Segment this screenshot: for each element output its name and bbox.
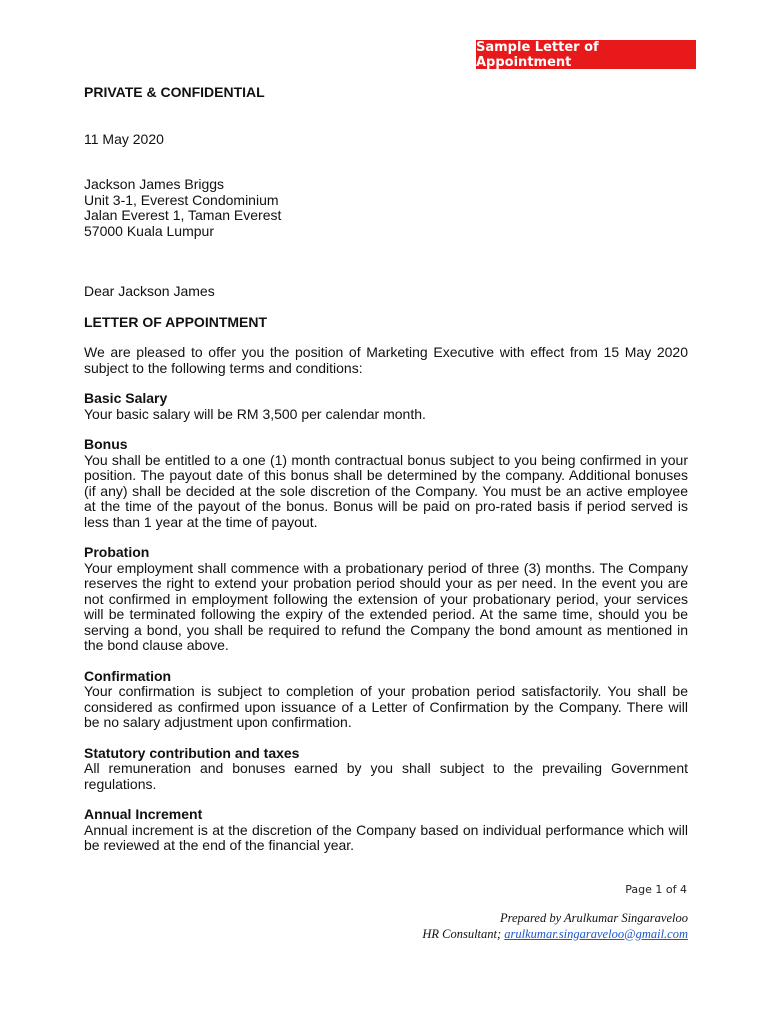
section-body: Annual increment is at the discretion of the Company based on individual performance which will be reviewed at the end of the financial year.: [84, 821, 688, 853]
consultant-line: [422, 927, 688, 943]
letter-title: LETTER OF APPOINTMENT: [84, 313, 268, 330]
section-body: Your confirmation is subject to completion of your probation period satisfactorily. You shall be considered as confirmed upon issuance of a Letter of Confirmation by the Company. There will be no salary adjustment upon confirmation.: [84, 683, 688, 730]
address-line: 57000 Kuala Lumpur: [84, 222, 214, 239]
recipient-address: [84, 177, 688, 239]
address-line: Unit 3-1, Everest Condominium: [84, 191, 279, 208]
consultant-label: HR Consultant;: [422, 926, 502, 941]
prepared-by: Prepared by Arulkumar Singaraveloo: [499, 911, 688, 925]
section-annual-increment: [84, 807, 688, 854]
page-number: Page 1 of 4: [625, 883, 687, 896]
letter-body: [84, 85, 688, 854]
section-heading: Confirmation: [84, 667, 172, 684]
recipient-name: Jackson James Briggs: [84, 176, 225, 192]
section-probation: [84, 545, 688, 654]
section-basic-salary: [84, 391, 688, 422]
section-heading: Bonus: [84, 436, 128, 452]
intro-paragraph: We are pleased to offer you the position of Marketing Executive with effect from 15 May 2020 subject to the following terms and conditions:: [84, 344, 688, 376]
letter-date: 11 May 2020: [84, 130, 164, 147]
section-heading: Statutory contribution and taxes: [84, 744, 300, 761]
section-heading: Basic Salary: [84, 390, 168, 406]
section-body: Your basic salary will be RM 3,500 per calendar month.: [84, 405, 426, 422]
section-heading: Probation: [84, 544, 150, 560]
salutation: Dear Jackson James: [84, 283, 215, 299]
confidential-label: PRIVATE & CONFIDENTIAL: [84, 84, 265, 100]
section-bonus: [84, 437, 688, 530]
sample-letter-badge: Sample Letter of Appointment: [476, 40, 696, 69]
address-line: Jalan Everest 1, Taman Everest: [84, 207, 282, 223]
section-statutory: [84, 746, 688, 793]
section-body: All remuneration and bonuses earned by you shall subject to the prevailing Government regulations.: [84, 760, 688, 792]
section-body: You shall be entitled to a one (1) month contractual bonus subject to you being confirmed in your position. The payout date of this bonus shall be determined by the company. Additional bonuses (if any) shall be decided at the sole discretion of the Company. You must be an active employee at the time of the payout of the bonus. Bonus will be paid on pro-rated basis if period served is less than 1 year at the time of payout.: [84, 451, 688, 530]
email-link[interactable]: arulkumar.singaraveloo@gmail.com: [504, 926, 688, 941]
section-body: Your employment shall commence with a probationary period of three (3) months. The Company reserves the right to extend your probation period should your as per need. In the event you are not confirmed in employment following the extension of your probationary period, your services will be terminated following the expiry of the extended period. At the same time, should you be serving a bond, you shall be required to refund the Company the bond amount as mentioned in the bond clause above.: [84, 559, 688, 653]
section-confirmation: [84, 669, 688, 731]
section-heading: Annual Increment: [84, 806, 203, 822]
prepared-by-block: [422, 911, 688, 942]
